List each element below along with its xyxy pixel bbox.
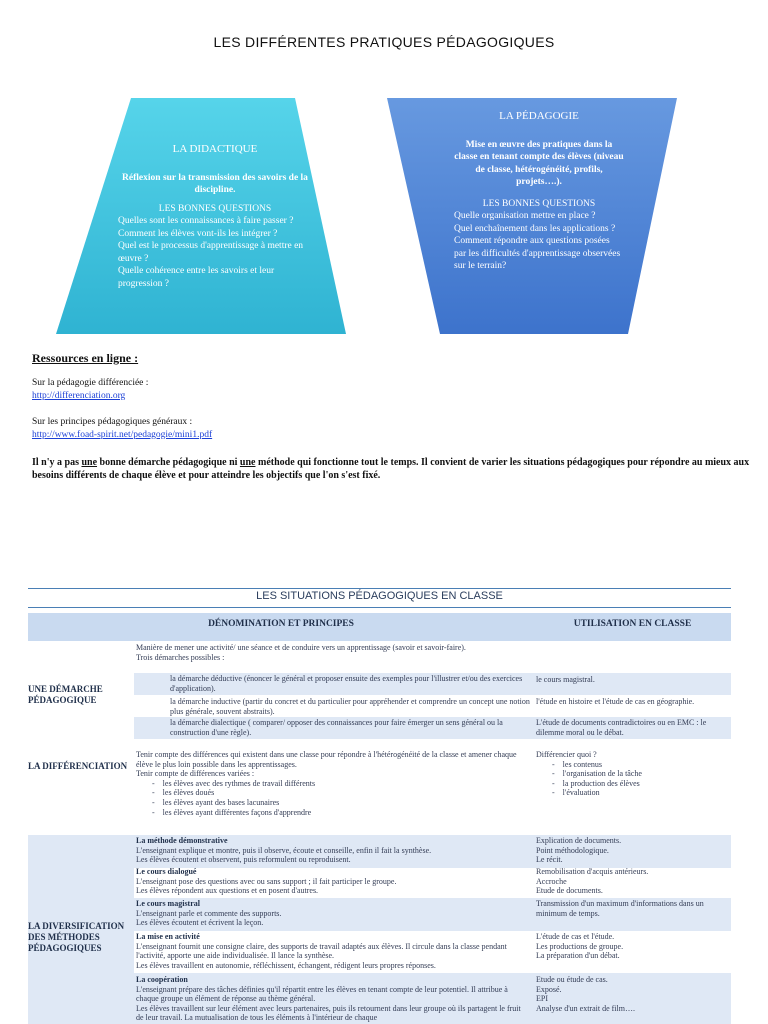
demarche-use: l'étude en histoire et l'étude de cas en géographie. <box>536 697 695 706</box>
didactique-content <box>118 143 312 290</box>
statement-text: méthode qui fonctionne tout le temps. Il convient de varier les situations pédagogiques pour répondre au mieux aux besoins différents de chaque élève et pour atteindre les objectifs que l'on s'est fixé. <box>32 457 750 481</box>
table-header-col2 <box>534 613 731 641</box>
list-item: - les élèves ayant des bases lacunaires <box>152 797 280 807</box>
list-item-text: les contenus <box>562 759 602 769</box>
method-dialogue <box>136 867 530 896</box>
cell-text: Accroche <box>536 876 567 886</box>
cell-text: Analyse d'un extrait de film…. <box>536 1003 635 1013</box>
method-title: Le cours dialogué <box>136 867 197 876</box>
resource-link-differenciation[interactable]: http://differenciation.org <box>32 391 126 401</box>
cell-text: Les élèves répondent aux questions et en posent d'autres. <box>136 886 319 896</box>
method-title: Le cours magistral <box>136 899 200 908</box>
pedagogie-question: Quelle organisation mettre en place ? <box>454 211 596 221</box>
cell-text: Les élèves écoutent et écrivent la leçon. <box>136 918 264 928</box>
table-rule <box>28 607 731 608</box>
list-item-text: les élèves doués <box>162 788 215 798</box>
method-cooperation <box>136 975 530 1024</box>
demarche-use: L'étude de documents contradictoires ou en EMC : le dilemme moral ou le débat. <box>536 718 707 737</box>
demarche-use: le cours magistral. <box>536 675 595 684</box>
list-item: - l'évaluation <box>552 788 600 798</box>
pedagogie-heading: LA PÉDAGOGIE <box>499 110 579 122</box>
demarche-intro <box>136 643 526 662</box>
cell-text: Le récit. <box>536 855 563 865</box>
cell-text: Tenir compte de différences variées : <box>136 769 255 779</box>
list-item: - les élèves doués <box>152 788 215 798</box>
resource-label: Sur la pédagogie différenciée : <box>32 378 149 388</box>
pedagogie-content <box>454 110 624 273</box>
list-item-text: les élèves ayant des bases lacunaires <box>162 797 280 807</box>
pedagogie-question: Comment répondre aux questions posées par les difficultés d'apprentissage observées sur le terrain? <box>454 236 621 271</box>
row-label-differenciation: LA DIFFÉRENCIATION <box>28 761 128 771</box>
statement-text: bonne démarche pédagogique ni <box>97 457 240 468</box>
cell-text: L'enseignant parle et commente des supports. <box>136 908 282 918</box>
method-title: La méthode démonstrative <box>136 836 228 845</box>
list-item: - les élèves ayant différentes façons d'apprendre <box>152 807 312 817</box>
list-item-text: l'organisation de la tâche <box>562 769 642 779</box>
row-label-demarche: UNE DÉMARCHE PÉDAGOGIQUE <box>28 684 103 705</box>
table-header-col1 <box>28 613 534 641</box>
list-item: - les élèves avec des rythmes de travail différents <box>152 778 316 788</box>
cell-text: L'enseignant explique et montre, puis il observe, écoute et conseille, enfin il fait la synthèse. <box>136 845 432 855</box>
cell-text: La préparation d'un débat. <box>536 951 620 961</box>
method-magistral-use: Transmission d'un maximum d'informations dans un minimum de temps. <box>536 899 704 918</box>
method-title: La mise en activité <box>136 932 200 941</box>
pedagogie-definition: Mise en œuvre des pratiques dans la classe en tenant compte des élèves (niveau de classe, hétérogénéité, profils, projets….). <box>454 139 624 187</box>
cell-text: Les élèves travaillent en autonomie, réfléchissent, échangent, rédigent leurs propres réponses. <box>136 960 436 970</box>
list-item: - la production des élèves <box>552 778 640 788</box>
cell-text: Point méthodologique. <box>536 845 609 855</box>
didactique-question: Quel est le processus d'apprentissage à mettre en œuvre ? <box>118 241 304 264</box>
method-activite-use <box>536 932 730 961</box>
row-label-diversification: LA DIVERSIFICATION DES MÉTHODES PÉDAGOGIQUES <box>28 921 125 953</box>
cell-text: Tenir compte des différences qui existent dans une classe pour répondre à l'hétérogénéité de la classe et amener chaque élève le plus loin possible dans les apprentissages. <box>136 750 517 769</box>
method-demonstrative <box>136 836 530 865</box>
cell-text: Exposé. <box>536 984 562 994</box>
didactique-definition: Réflexion sur la transmission des savoirs de la discipline. <box>122 172 308 195</box>
didactique-question: Comment les élèves vont-ils les intégrer ? <box>118 228 278 239</box>
method-dialogue-use <box>536 867 730 896</box>
cell-text: L'enseignant prépare des tâches définies qu'il répartit entre les élèves en tenant compte de leur potentiel. Il attribue à chaque groupe un élément de réponse au thème général. <box>136 984 508 1004</box>
resource-link-foad[interactable]: http://www.foad-spirit.net/pedagogie/mini1.pdf <box>32 430 213 440</box>
col2-label: UTILISATION EN CLASSE <box>573 619 692 629</box>
pedagogie-question: Quel enchaînement dans les applications ? <box>454 223 616 234</box>
statement-text: Il n'y a pas <box>32 457 82 468</box>
didactique-questions-title: LES BONNES QUESTIONS <box>158 203 272 214</box>
resource-label: Sur les principes pédagogiques généraux : <box>32 417 193 427</box>
pedagogie-questions-title: LES BONNES QUESTIONS <box>482 198 596 209</box>
table-top-rule <box>28 588 731 589</box>
list-item-text: la production des élèves <box>562 778 640 788</box>
cell-text: Les élèves travaillent sur leur élément avec leurs partenaires, puis ils retournent dans leur groupe où ils partagent le fruit de leur travail. La mutualisation de tous les éléments à l'intérieur de chaque <box>136 1003 521 1023</box>
method-activite <box>136 932 530 970</box>
method-title: La coopération <box>136 975 188 984</box>
table-title: LES SITUATIONS PÉDAGOGIQUES EN CLASSE <box>256 590 503 602</box>
cell-text: Etude ou étude de cas. <box>536 975 608 984</box>
list-item: - les contenus <box>552 759 602 769</box>
cell-text: Manière de mener une activité/ une séance et de conduire vers un apprentissage (savoir et savoir-faire). <box>136 643 466 652</box>
method-magistral <box>136 899 530 928</box>
demarche-deductive: la démarche déductive (énoncer le général et proposer ensuite des exemples pour l'illustrer et/ou des exercices d'application). <box>170 674 523 693</box>
cell-text: Les productions de groupe. <box>536 941 624 951</box>
key-statement <box>32 456 752 482</box>
page-title: LES DIFFÉRENTES PRATIQUES PÉDAGOGIQUES <box>213 34 555 50</box>
didactique-heading: LA DIDACTIQUE <box>172 143 258 155</box>
didactique-question: Quelle cohérence entre les savoirs et leur progression ? <box>118 266 275 289</box>
cell-text: L'enseignant fournit une consigne claire, des supports de travail adaptés aux élèves. Il circule dans la classe pendant l'activité, apporte une aide individualisée. Il lance la synthèse. <box>136 941 507 961</box>
cell-text: Etude de documents. <box>536 886 603 896</box>
demarche-dialectique: la démarche dialectique ( comparer/ opposer des connaissances pour faire émerger un sens général ou la construction d'une règle). <box>170 718 503 737</box>
method-demonstrative-use <box>536 836 730 865</box>
cell-text: Remobilisation d'acquis antérieurs. <box>536 867 649 876</box>
list-item-text: l'évaluation <box>562 788 600 798</box>
method-cooperation-use <box>536 975 730 1013</box>
list-item-text: les élèves ayant différentes façons d'apprendre <box>162 807 312 817</box>
didactique-question: Quelles sont les connaissances à faire passer ? <box>118 216 294 226</box>
differenciation-principles <box>136 750 530 817</box>
cell-text: L'étude de cas et l'étude. <box>536 932 615 941</box>
cell-text: Explication de documents. <box>536 836 622 845</box>
cell-text: Les élèves écoutent et observent, puis reformulent ou reproduisent. <box>136 855 351 865</box>
cell-text: Différencier quoi ? <box>536 750 597 759</box>
list-item: - l'organisation de la tâche <box>552 769 642 779</box>
list-item-text: les élèves avec des rythmes de travail différents <box>162 778 316 788</box>
resources-title: Ressources en ligne : <box>32 351 139 365</box>
cell-text: EPI <box>536 994 548 1004</box>
statement-underline: une <box>239 457 256 468</box>
statement-underline: une <box>81 457 98 468</box>
cell-text: Trois démarches possibles : <box>136 652 225 662</box>
demarche-inductive: la démarche inductive (partir du concret et du particulier pour appréhender et comprendre un concept une notion plus générale, souvent abstraits). <box>170 697 530 716</box>
col1-label: DÉNOMINATION ET PRINCIPES <box>208 619 354 629</box>
differenciation-use <box>536 750 730 798</box>
cell-text: L'enseignant pose des questions avec ou sans support ; il fait participer le groupe. <box>136 876 397 886</box>
